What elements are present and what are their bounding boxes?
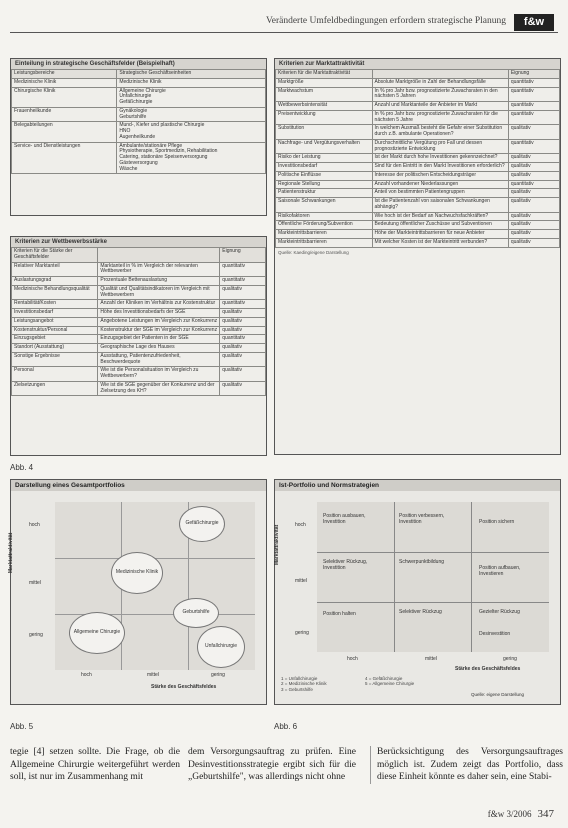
table-source: Quelle: Kaeding/eigene Darstellung	[278, 249, 349, 255]
legend-item: 3 = Geburtshilfe	[281, 686, 313, 692]
table-row	[12, 142, 266, 174]
row-label: Service- und Dienstleistungen	[12, 142, 117, 174]
table-row	[12, 70, 266, 79]
row-label: Investitionsbedarf	[12, 309, 98, 318]
row-label: Markteintrittsbarrieren	[276, 230, 373, 239]
table-row	[276, 230, 560, 239]
row-label: Regionale Stellung	[276, 180, 373, 189]
header-eignung: Eignung	[508, 70, 559, 79]
table-row	[276, 154, 560, 163]
row-eignung: qualitativ	[508, 212, 559, 221]
strategy-cell: Selektiver Rückzug, Investition	[323, 559, 368, 571]
row-label: Chirurgische Klinik	[12, 87, 117, 107]
table-row	[276, 87, 560, 102]
row-value: Mit welcher Kosten ist der Markteintritt verbunden?	[372, 238, 508, 247]
strategy-cell: Selektiver Rückzug	[399, 609, 442, 615]
row-label: Politische Einflüsse	[276, 171, 373, 180]
row-value: Strategische Geschäftseinheiten	[117, 70, 266, 79]
row-eignung: quantitativ	[508, 139, 559, 154]
table-row	[12, 326, 266, 335]
row-value: Anzahl und Marktanteile der Anbieter im Markt	[372, 102, 508, 111]
row-eignung: qualitativ	[220, 285, 266, 300]
row-eignung: quantitativ	[220, 262, 266, 277]
grid-line	[317, 602, 549, 603]
table-row	[12, 352, 266, 367]
row-value: Wie ist die SGE gegenüber der Konkurrenz und der Zielsetzung des KH?	[98, 381, 220, 396]
row-value: Ist der Markt durch hohe Investitionen gekennzeichnet?	[372, 154, 508, 163]
x-tick-mid: mittel	[425, 656, 437, 662]
row-value: Anzahl der Kliniken im Verhältnis zur Kostenstruktur	[98, 300, 220, 309]
strategy-cell: Position verbessern, Investition	[399, 513, 445, 525]
header-label: Kriterien für die Stärke der Geschäftsfelder	[12, 248, 98, 263]
row-label: Preisentwicklung	[276, 110, 373, 125]
table-row	[12, 285, 266, 300]
row-eignung: quantitativ	[508, 78, 559, 87]
wettbewerbsstaerke-table	[10, 236, 267, 456]
row-eignung: qualitativ	[508, 154, 559, 163]
row-label: Medizinische Klinik	[12, 78, 117, 87]
row-value: Ist die Patientenzahl von saisonalen Schwankungen abhängig?	[372, 198, 508, 213]
table-title: Kriterien zur Wettbewerbsstärke	[11, 237, 266, 247]
table-row	[12, 300, 266, 309]
row-label: Standort (Ausstattung)	[12, 344, 98, 353]
table-row	[12, 87, 266, 107]
table-row	[12, 262, 266, 277]
row-value: In % pro Jahr bzw. prognostizierte Zuwachsraten in den nächsten 5 Jahren	[372, 87, 508, 102]
row-eignung: quantitativ	[508, 110, 559, 125]
bubble-gefaesschirurgie: Gefäßchirurgie	[179, 506, 225, 542]
row-value: Anteil von bestimmten Patientengruppen	[372, 189, 508, 198]
row-eignung: quantitativ	[220, 300, 266, 309]
grid-line	[317, 552, 549, 553]
row-value: Mund-, Kiefer und plastische Chirurgie HNO Augenheilkunde	[117, 122, 266, 142]
y-axis-label: Marktattraktivität	[274, 524, 281, 566]
bubble-unfallchirurgie: Unfallchirurgie	[197, 626, 245, 668]
table-title: Kriterien zur Marktattraktivität	[275, 59, 560, 69]
row-value: Ausstattung, Patientenzufriedenheit, Beschwerdequote	[98, 352, 220, 367]
table-header-row	[12, 248, 266, 263]
row-label: Personal	[12, 367, 98, 382]
row-eignung: quantitativ	[508, 102, 559, 111]
row-label: Sonstige Ergebnisse	[12, 352, 98, 367]
row-value: Gynäkologie Geburtshilfe	[117, 107, 266, 122]
row-label: Substitution	[276, 125, 373, 140]
row-eignung: qualitativ	[220, 381, 266, 396]
journal-ref: f&w 3/2006	[487, 809, 532, 819]
y-axis-label: Marktattraktivität	[8, 532, 15, 574]
ist-portfolio-chart	[274, 479, 561, 705]
strategy-cell: Schwerpunktbildung	[399, 559, 445, 565]
row-label: Belegabteilungen	[12, 122, 117, 142]
table-row	[276, 238, 560, 247]
page-header	[10, 14, 558, 33]
table-row	[12, 309, 266, 318]
x-tick-mid: mittel	[147, 672, 159, 678]
strategy-cell: Position halten	[323, 611, 356, 617]
table-row	[12, 317, 266, 326]
table-row	[276, 163, 560, 172]
row-label: Kostenstruktur/Personal	[12, 326, 98, 335]
row-value: Ambulante/stationäre Pflege Physiotherapie, Sportmedizin, Rehabilitation Catering, stationäre Speisenversorgung Gästeversorgung Wäsche	[117, 142, 266, 174]
header-label: Kriterien für die Marktattraktivität	[276, 70, 373, 79]
row-eignung: qualitativ	[220, 367, 266, 382]
row-value: Allgemeine Chirurgie Unfallchirurgie Gefäßchirurgie	[117, 87, 266, 107]
x-tick-low: gering	[503, 656, 517, 662]
body-text-col2: dem Versorgungsauftrag zu prüfen. Eine Desinvestitionsstrategie ergibt sich für die „Geburtshilfe", was allerdings nicht ohne	[188, 747, 356, 782]
body-text-col1: tegie [4] setzen sollte. Die Frage, ob die Allgemeine Chirurgie weitergeführt werden soll, ist nur im Zusammenhang mit	[10, 747, 180, 782]
journal-logo: f&w	[514, 14, 554, 31]
table-row	[12, 277, 266, 286]
row-label: Einzugsgebiet	[12, 335, 98, 344]
row-value: Geographische Lage des Hauses	[98, 344, 220, 353]
table-row	[276, 125, 560, 140]
strategy-cell: Position aufbauen, Investieren	[479, 565, 521, 577]
table-row	[276, 180, 560, 189]
page-number: 347	[537, 808, 554, 820]
table-title: Einteilung in strategische Geschäftsfelder (Beispielhaft)	[11, 59, 266, 69]
row-eignung: qualitativ	[508, 230, 559, 239]
row-label: Investitionsbedarf	[276, 163, 373, 172]
chart-title: Darstellung eines Gesamtportfolios	[11, 480, 266, 491]
row-value: Interesse der politischen Entscheidungsträger	[372, 171, 508, 180]
table-header-row	[276, 70, 560, 79]
row-eignung: qualitativ	[508, 163, 559, 172]
x-tick-low: gering	[211, 672, 225, 678]
legend-item: 4 = Gefäßchirurgie	[365, 676, 403, 681]
row-label: Medizinische Behandlungsqualität	[12, 285, 98, 300]
body-text-col3: Berücksichtigung des Versorgungsauftrages möglich ist. Zudem zeigt das Portfolio, dass diese Einheit könnte es daher sein, eine Stabi-	[370, 746, 563, 784]
row-value: In welchem Ausmaß besteht die Gefahr einer Substitution durch z.B. ambulante Operationen?	[372, 125, 508, 140]
table-row	[276, 212, 560, 221]
table-row	[276, 102, 560, 111]
bubble-medizinische-klinik: Medizinische Klinik	[111, 552, 163, 594]
row-value: Höhe der Markteintrittsbarrieren für neue Anbieter	[372, 230, 508, 239]
row-eignung: quantitativ	[220, 277, 266, 286]
row-label: Marktwachstum	[276, 87, 373, 102]
y-tick-high: hoch	[29, 522, 40, 528]
row-label: Zielsetzungen	[12, 381, 98, 396]
x-tick-high: hoch	[347, 656, 358, 662]
row-label: Risiko der Leistung	[276, 154, 373, 163]
table-row	[276, 139, 560, 154]
row-value: Wie ist die Personalsituation im Vergleich zu Wettbewerbern?	[98, 367, 220, 382]
row-value: Wie hoch ist der Bedarf an Nachwuchsfachkräften?	[372, 212, 508, 221]
row-value: Medizinische Klinik	[117, 78, 266, 87]
row-label: Wettbewerbsintensität	[276, 102, 373, 111]
row-label: Markteintrittsbarrieren	[276, 238, 373, 247]
row-eignung: quantitativ	[220, 335, 266, 344]
marktattraktivitaet-table	[274, 58, 561, 455]
bubble-allgemeine-chirurgie: Allgemeine Chirurgie	[69, 612, 125, 654]
figure-caption-4: Abb. 4	[10, 463, 34, 472]
row-eignung: quantitativ	[508, 180, 559, 189]
table-row	[12, 335, 266, 344]
strategy-cell: Position ausbauen, Investition	[323, 513, 366, 525]
geschaeftsfelder-table	[10, 58, 267, 216]
row-value: Sind für den Eintritt in den Markt Investitionen erforderlich?	[372, 163, 508, 172]
row-value: Kostenstruktur der SGE im Vergleich zur Konkurrenz	[98, 326, 220, 335]
table-row	[12, 367, 266, 382]
chart-legend-2	[365, 676, 414, 687]
table-row	[276, 171, 560, 180]
legend-item: 2 = Medizinische Klinik	[281, 681, 327, 687]
y-tick-mid: mittel	[295, 578, 307, 584]
table-row	[276, 110, 560, 125]
table-row	[276, 221, 560, 230]
legend-item: 5 = Allgemeine Chirurgie	[365, 681, 415, 687]
row-value: In % pro Jahr bzw. prognostizierte Zuwachsraten für die nächsten 5 Jahre	[372, 110, 508, 125]
row-eignung: quantitativ	[508, 87, 559, 102]
header-value	[372, 70, 508, 79]
row-value: Qualität und Qualitätsindikatoren im Vergleich mit Wettbewerbern	[98, 285, 220, 300]
row-eignung: qualitativ	[220, 344, 266, 353]
table-row	[12, 381, 266, 396]
row-eignung: qualitativ	[220, 326, 266, 335]
table-row	[12, 344, 266, 353]
y-tick-low: gering	[295, 630, 309, 636]
row-eignung: qualitativ	[508, 189, 559, 198]
row-eignung: qualitativ	[508, 171, 559, 180]
grid-line	[471, 502, 472, 652]
y-tick-high: hoch	[295, 522, 306, 528]
row-value: Höhe des Investitionsbedarfs der SGE	[98, 309, 220, 318]
row-label: Relativer Marktanteil	[12, 262, 98, 277]
strategy-cell: Gezielter Rückzug	[479, 609, 520, 615]
row-label: Öffentliche Förderung/Subvention	[276, 221, 373, 230]
running-title: Veränderte Umfeldbedingungen erfordern strategische Planung	[265, 16, 506, 26]
table-row	[12, 78, 266, 87]
row-value: Angebotene Leistungen im Vergleich zur Konkurrenz	[98, 317, 220, 326]
row-eignung: qualitativ	[220, 317, 266, 326]
chart-legend	[281, 676, 327, 692]
row-label: Saisonale Schwankungen	[276, 198, 373, 213]
table-row	[12, 122, 266, 142]
row-value: Marktanteil in % im Vergleich der relevanten Wettbewerber	[98, 262, 220, 277]
table-row	[276, 189, 560, 198]
row-value: Durchschnittliche Vergütung pro Fall und dessen prognostizierte Entwicklung	[372, 139, 508, 154]
y-tick-low: gering	[29, 632, 43, 638]
row-eignung: qualitativ	[220, 309, 266, 318]
x-axis-label: Stärke des Geschäftsfeldes	[455, 666, 521, 672]
row-label: Frauenheilkunde	[12, 107, 117, 122]
figure-caption-5: Abb. 5	[10, 722, 34, 731]
row-value: Anzahl vorhandener Niederlassungen	[372, 180, 508, 189]
table-row	[12, 107, 266, 122]
row-value: Prozentuale Bettenauslastung	[98, 277, 220, 286]
table-row	[276, 198, 560, 213]
chart-source: Quelle: eigene Darstellung	[471, 692, 525, 697]
strategy-cell: Desinvestition	[479, 631, 511, 637]
row-value: Absolute Marktgröße in Zahl der Behandlungsfälle	[372, 78, 508, 87]
strategy-cell: Position sichern	[479, 519, 515, 525]
legend-item: 1 = Unfallchirurgie	[281, 676, 318, 681]
grid-line	[394, 502, 395, 652]
figure-caption-6: Abb. 6	[274, 722, 298, 731]
page-footer	[488, 808, 554, 820]
row-label: Risikofaktoren	[276, 212, 373, 221]
row-label: Leistungsangebot	[12, 317, 98, 326]
row-eignung: qualitativ	[508, 125, 559, 140]
row-eignung: qualitativ	[220, 352, 266, 367]
x-axis-label: Stärke des Geschäftsfeldes	[151, 684, 217, 690]
header-eignung: Eignung	[220, 248, 266, 263]
row-eignung: qualitativ	[508, 221, 559, 230]
table-row	[276, 78, 560, 87]
row-label: Patientenstruktur	[276, 189, 373, 198]
x-tick-high: hoch	[81, 672, 92, 678]
header-value	[98, 248, 220, 263]
row-value: Einzugsgebiet der Patienten in der SGE	[98, 335, 220, 344]
gesamtportfolio-chart	[10, 479, 267, 705]
row-label: Auslastungsgrad	[12, 277, 98, 286]
row-eignung: qualitativ	[508, 198, 559, 213]
row-label: Rentabilität/Kosten	[12, 300, 98, 309]
bubble-geburtshilfe: Geburtshilfe	[173, 598, 219, 628]
row-label: Marktgröße	[276, 78, 373, 87]
row-value: Bedeutung öffentlicher Zuschüsse und Subventionen	[372, 221, 508, 230]
chart-title: Ist-Portfolio und Normstrategien	[275, 480, 560, 491]
row-label: Nachfrage- und Vergütungsverhalten	[276, 139, 373, 154]
row-label: Leistungsbereiche	[12, 70, 117, 79]
row-eignung: qualitativ	[508, 238, 559, 247]
y-tick-mid: mittel	[29, 580, 41, 586]
